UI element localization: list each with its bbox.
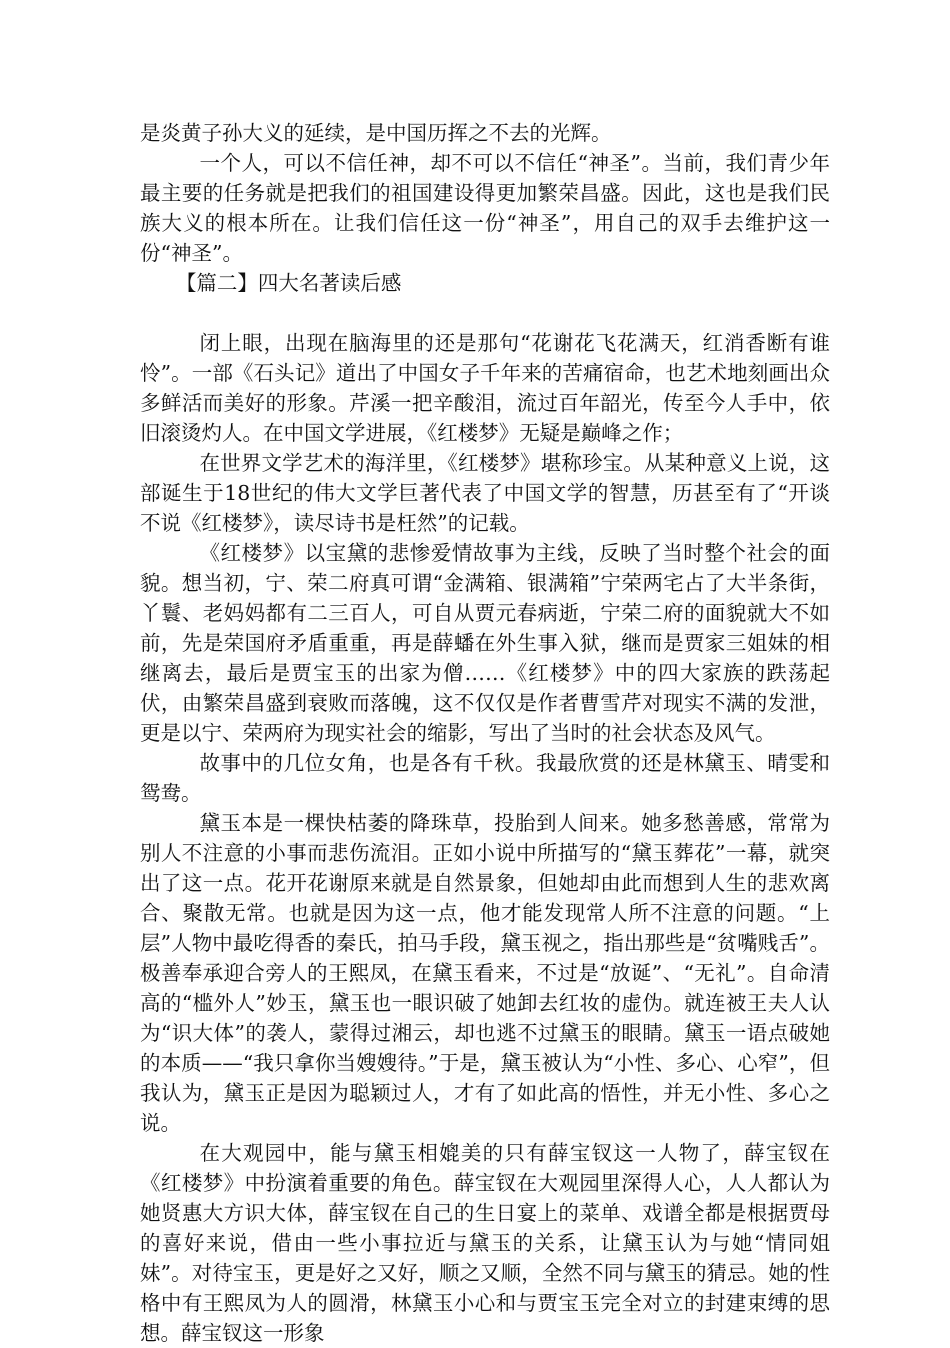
- paragraph: 在世界文学艺术的海洋里，《红楼梦》堪称珍宝。从某种意义上说，这部诞生于18世纪的伟大文学巨著代表了中国文学的智慧，历甚至有了“开谈不说《红楼梦》，读尽诗书是枉然”的记载。: [140, 451, 830, 535]
- blank-line: [140, 298, 830, 328]
- paragraph: 黛玉本是一棵快枯萎的降珠草，投胎到人间来。她多愁善感，常常为别人不注意的小事而悲伤流泪。正如小说中所描写的“黛玉葬花”一幕，就突出了这一点。花开花谢原来就是自然景象，但她却由此而想到人生的悲欢离合、聚散无常。也就是因为这一点，他才能发现常人所不注意的问题。“上层”人物中最吃得香的秦氏，拍马手段，黛玉视之，指出那些是“贫嘴贱舌”。极善奉承迎合旁人的王熙凤，在黛玉看来，不过是“放诞”、“无礼”。自命清高的“槛外人”妙玉，黛玉也一眼识破了她卸去红妆的虚伪。就连被王夫人认为“识大体”的袭人，蒙得过湘云，却也逃不过黛玉的眼睛。黛玉一语点破她的本质——“我只拿你当嫂嫂待。”于是，黛玉被认为“小性、多心、心窄”，但我认为，黛玉正是因为聪颖过人，才有了如此高的悟性，并无小性、多心之说。: [140, 811, 830, 1135]
- paragraph: 闭上眼，出现在脑海里的还是那句“花谢花飞花满天，红消香断有谁怜”。一部《石头记》道出了中国女子千年来的苦痛宿命，也艺术地刻画出众多鲜活而美好的形象。芹溪一把辛酸泪，流过百年韶光，传至今人手中，依旧滚烫灼人。在中国文学进展，《红楼梦》无疑是巅峰之作；: [140, 331, 830, 445]
- paragraph: 一个人，可以不信任神，却不可以不信任“神圣”。当前，我们青少年最主要的任务就是把我们的祖国建设得更加繁荣昌盛。因此，这也是我们民族大义的根本所在。让我们信任这一份“神圣”，用自己的双手去维护这一份“神圣”。: [140, 151, 830, 265]
- paragraph: 《红楼梦》以宝黛的悲惨爱情故事为主线，反映了当时整个社会的面貌。想当初，宁、荣二府真可谓“金满箱、银满箱”宁荣两宅占了大半条街，丫鬟、老妈妈都有二三百人，可自从贾元春病逝，宁荣二府的面貌就大不如前，先是荣国府矛盾重重，再是薛蟠在外生事入狱，继而是贾家三姐妹的相继离去，最后是贾宝玉的出家为僧……《红楼梦》中的四大家族的跌荡起伏，由繁荣昌盛到衰败而落魄，这不仅仅是作者曹雪芹对现实不满的发泄，更是以宁、荣两府为现实社会的缩影，写出了当时的社会状态及风气。: [140, 541, 830, 745]
- section-heading: 【篇二】四大名著读后感: [175, 271, 402, 295]
- paragraph: 在大观园中，能与黛玉相媲美的只有薛宝钗这一人物了，薛宝钗在《红楼梦》中扮演着重要的角色。薛宝钗在大观园里深得人心，人人都认为她贤惠大方识大体，薛宝钗在自己的生日宴上的菜单、戏谱全都是根据贾母的喜好来说，借由一些小事拉近与黛玉的关系，让黛玉认为与她“情同姐妹”。对待宝玉，更是好之又好，顺之又顺，全然不同与黛玉的猜忌。她的性格中有王熙凤为人的圆滑，林黛玉小心和与贾宝玉完全对立的封建束缚的思想。薛宝钗这一形象: [140, 1141, 830, 1345]
- paragraph-continuation: 是炎黄子孙大义的延续，是中国历挥之不去的光辉。: [140, 121, 612, 145]
- document-body: [140, 118, 830, 1348]
- paragraph: 故事中的几位女角，也是各有千秋。我最欣赏的还是林黛玉、晴雯和鸳鸯。: [140, 751, 830, 805]
